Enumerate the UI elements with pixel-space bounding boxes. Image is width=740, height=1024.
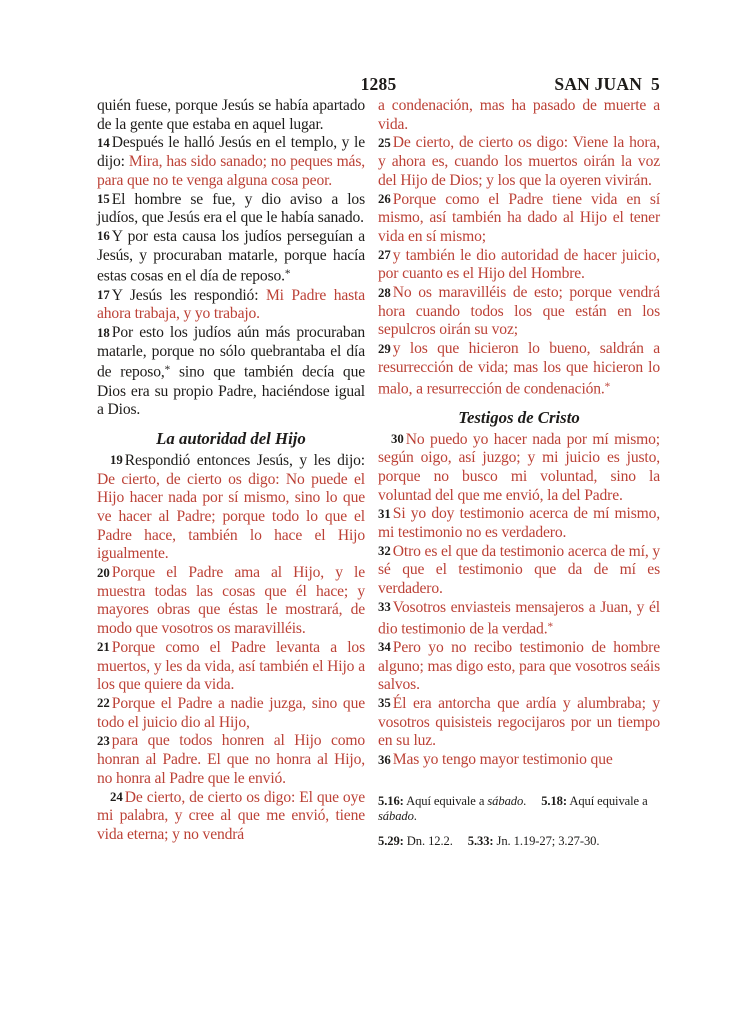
verse-text: No puedo yo hacer nada por mí mismo; según oigo, así juzgo; y mi juicio es justo, porque no busco mi voluntad, sino la voluntad del que me envió, la del Padre. [378,430,660,504]
verse-text: Mi Padre hasta ahora trabaja, y yo trabajo. [97,286,365,323]
footnote-asterisk: * [164,364,171,377]
verse-text: De cierto, de cierto os digo: Viene la hora, y ahora es, cuando los muertos oirán la voz del Hijo de Dios; y los que la oyeren vivirán. [378,134,660,189]
verse-paragraph [378,247,660,284]
verse-number: 30 [391,432,404,447]
footnote-text: sábado [378,809,414,824]
verse-text: Porque como el Padre tiene vida en sí mismo, así también ha dado al Hijo el tener vida en sí mismo; [378,190,660,245]
verse-number: 32 [378,544,391,559]
verse-number: 15 [97,192,110,207]
footnote-line [378,794,660,825]
verse-paragraph [97,639,365,695]
verse-text: para que todos honren al Hijo como honran al Padre. El que no honra al Hijo, no honra al Padre que le envió. [97,732,365,787]
verse-number: 36 [378,752,391,767]
verse-number: 28 [378,285,391,300]
verse-number: 33 [378,600,391,615]
verse-text: Vosotros enviasteis mensajeros a Juan, y él dio testimonio de la verdad. [378,598,660,638]
verse-text: Él era antorcha que ardía y alumbraba; y vosotros quisisteis regocijaros por un tiempo en su luz. [378,694,660,750]
footnote-text: sábado [487,793,524,808]
footnote-reference: 5.29: [378,833,404,848]
verse-number: 23 [97,733,110,748]
verse-paragraph [378,639,660,695]
verse-paragraph [97,789,365,845]
footnote-reference: 5.33: [467,833,494,848]
footnote-text: . [523,793,527,808]
verse-paragraph [378,695,660,751]
footnote-text: Jn. 1.19-27; 3.27-30. [493,833,600,848]
verse-number: 24 [110,790,123,804]
verse-text: quién fuese, porque Jesús se había apartado de la gente que estaba en aquel lugar. [97,97,365,133]
verse-paragraph [378,599,660,639]
verse-text: No os maravilléis de esto; porque vendrá hora cuando todos los que están en los sepulcros oirán su voz; [378,284,660,339]
verse-paragraph [97,564,365,639]
footnote-reference: 5.16: [378,793,404,808]
verse-number: 17 [97,288,110,303]
verse-text: y los que hicieron lo bueno, saldrán a resurrección de vida; mas los que hicieron lo malo, a resurrección de condenación. [378,340,660,398]
verse-number: 26 [378,192,391,207]
verse-paragraph [97,732,365,788]
running-head [554,74,660,95]
verse-text: Otro es el que da testimonio acerca de mí, y sé que el testimonio que da de mí es verdadero. [378,542,660,598]
verse-text: Después le halló Jesús en el templo, y le dijo: [97,134,365,171]
verse-text: Mas yo tengo mayor testimonio que [392,751,613,769]
verse-text: a condenación, mas ha pasado de muerte a vida. [378,97,660,133]
verse-paragraph [97,287,365,324]
verse-paragraph [97,452,365,564]
verse-paragraph [378,191,660,247]
verse-paragraph [378,543,660,599]
footnote-text: Dn. 12.2. [403,833,453,848]
verse-number: 21 [97,640,110,655]
verse-text: De cierto, de cierto os digo: No puede el Hijo hacer nada por sí mismo, sino lo que ve hacer al Padre; porque todo lo que el Padre hace, también lo hace el Hijo igualmente. [97,470,365,563]
verse-text: Por esto los judíos aún más procuraban matarle, porque no sólo quebrantaba el día de reposo, [97,324,365,382]
footnote-text: Aquí equivale a [403,793,488,808]
verse-paragraph [97,695,365,732]
verse-paragraph [378,751,660,770]
left-column [97,97,365,845]
footnotes-block [378,794,660,849]
verse-number: 35 [378,696,391,711]
verse-number: 31 [378,506,391,521]
verse-paragraph [378,340,660,399]
verse-number: 27 [378,248,391,263]
verse-paragraph [378,134,660,190]
verse-paragraph [378,284,660,340]
verse-text: Porque el Padre ama al Hijo, y le muestra todas las cosas que él hace; y mayores obras que éstas le mostrará, de modo que vosotros os maravilléis. [97,564,365,638]
verse-text: De cierto, de cierto os digo: El que oye mi palabra, y cree al que me envió, tiene vida eterna; y no vendrá [97,788,365,843]
verse-text: Respondió entonces Jesús, y les dijo: [124,451,365,469]
verse-paragraph [97,228,365,287]
page-number: 1285 [360,74,397,94]
right-column [378,97,660,858]
verse-text: Y por esta causa los judíos perseguían a Jesús, y procuraban matarle, porque hacía estas cosas en el día de reposo. [97,227,365,285]
verse-paragraph [378,505,660,542]
continuation-paragraph [378,97,660,134]
verse-number: 34 [378,640,391,655]
verse-number: 22 [97,696,110,711]
verse-text: Porque como el Padre levanta a los muertos, y les da vida, así también el Hijo a los que quiere da vida. [97,638,365,694]
verse-text: Porque el Padre a nadie juzga, sino que todo el juicio dio al Hijo, [97,694,365,731]
verse-number: 18 [97,325,110,340]
verse-number: 19 [110,453,123,468]
verse-text: Y Jesús les respondió: [111,286,266,304]
verse-number: 16 [97,229,110,244]
verse-text: sino que también decía que Dios era su propio Padre, haciéndose igual a Dios. [97,364,365,419]
verse-number: 25 [378,135,391,150]
footnote-reference: 5.18: [541,793,567,808]
running-head-chapter: 5 [651,74,660,94]
verse-text: Si yo doy testimonio acerca de mí mismo, mi testimonio no es verdadero. [378,505,660,542]
verse-number: 14 [97,135,110,150]
verse-paragraph [97,191,365,228]
verse-number: 20 [97,565,110,580]
verse-paragraph [378,431,660,506]
footnote-text: . [413,809,417,824]
verse-number: 29 [378,341,391,356]
section-heading: La autoridad del Hijo [156,429,306,449]
footnote-text: Aquí equivale a [566,793,648,808]
continuation-paragraph [97,97,365,134]
verse-text: Mira, has sido sanado; no peques más, para que no te venga alguna cosa peor. [97,153,365,189]
running-head-book: SAN JUAN [554,74,643,94]
footnote-asterisk: * [604,380,611,393]
verse-paragraph [97,134,365,190]
verse-text: y también le dio autoridad de hacer juicio, por cuanto es el Hijo del Hombre. [378,246,660,283]
footnote-line [378,834,660,849]
footnote-asterisk: * [284,268,291,281]
verse-paragraph [97,324,365,420]
section-heading: Testigos de Cristo [458,407,580,427]
footnote-asterisk: * [547,620,554,633]
page-header [97,74,660,96]
verse-text: El hombre se fue, y dio aviso a los judíos, que Jesús era el que le había sanado. [97,190,365,227]
verse-text: Pero yo no recibo testimonio de hombre alguno; mas digo esto, para que vosotros seáis salvos. [378,638,660,694]
